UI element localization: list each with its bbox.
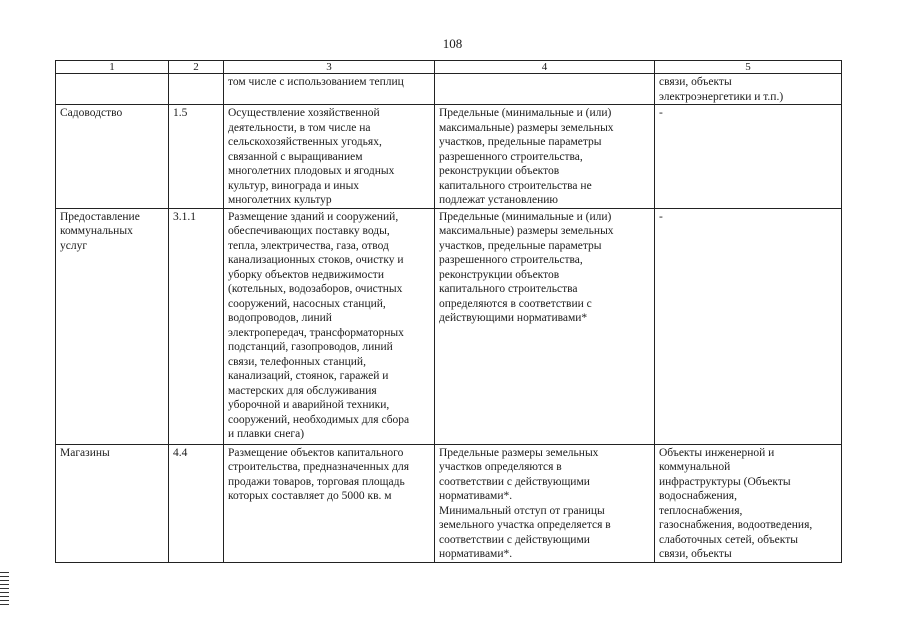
table-row: [56, 444, 842, 562]
binding-margin-marks: [0, 572, 9, 608]
cell-parameters: [435, 74, 655, 105]
header-col-1: 1: [56, 61, 169, 74]
page-number: 108: [442, 36, 463, 51]
header-col-3: 3: [224, 61, 435, 74]
header-col-2: 2: [169, 61, 224, 74]
cell-notes: -: [655, 105, 842, 209]
cell-code: 3.1.1: [169, 208, 224, 444]
table-row: [56, 74, 842, 105]
land-use-table: [55, 60, 842, 563]
cell-notes: Объекты инженерной и коммунальной инфраструктуры (Объекты водоснабжения, теплоснабжения, газоснабжения, водоотведения, слаботочных сетей, объекты связи, объекты: [655, 444, 842, 562]
cell-description: Осуществление хозяйственной деятельности, в том числе на сельскохозяйственных угодьях, связанной с выращиванием многолетних плодовых и ягодных культур, винограда и иных многолетних культур: [224, 105, 435, 209]
cell-code: 1.5: [169, 105, 224, 209]
cell-name: Предоставление коммунальных услуг: [56, 208, 169, 444]
header-col-5: 5: [655, 61, 842, 74]
cell-code: 4.4: [169, 444, 224, 562]
cell-description: Размещение зданий и сооружений, обеспечивающих поставку воды, тепла, электричества, газа, отвод канализационных стоков, очистку и уборку объектов недвижимости (котельных, водозаборов, очистных сооружений, насосных станций, водопроводов, линий электропередач, трансформаторных подстанций, газопроводов, линий связи, телефонных станций, канализаций, стоянок, гаражей и мастерских для обслуживания уборочной и аварийной техники, сооружений, необходимых для сбора и плавки снега): [224, 208, 435, 444]
table-row: [56, 105, 842, 209]
header-row: [56, 61, 842, 74]
cell-name: Магазины: [56, 444, 169, 562]
table-row: [56, 208, 842, 444]
cell-description: Размещение объектов капитального строительства, предназначенных для продажи товаров, торговая площадь которых составляет до 5000 кв. м: [224, 444, 435, 562]
cell-parameters: Предельные (минимальные и (или) максимальные) размеры земельных участков, предельные параметры разрешенного строительства, реконструкции объектов капитального строительства определяются в соответствии с действующими нормативами*: [435, 208, 655, 444]
cell-name: Садоводство: [56, 105, 169, 209]
cell-description: том числе с использованием теплиц: [224, 74, 435, 105]
cell-name: [56, 74, 169, 105]
cell-notes: связи, объекты электроэнергетики и т.п.): [655, 74, 842, 105]
cell-code: [169, 74, 224, 105]
header-col-4: 4: [435, 61, 655, 74]
cell-notes: -: [655, 208, 842, 444]
cell-parameters: Предельные размеры земельных участков определяются в соответствии с действующими нормативами*. Минимальный отступ от границы земельного участка определяется в соответствии с действующими нормативами*.: [435, 444, 655, 562]
cell-parameters: Предельные (минимальные и (или) максимальные) размеры земельных участков, предельные параметры разрешенного строительства, реконструкции объектов капитального строительства не подлежат установлению: [435, 105, 655, 209]
